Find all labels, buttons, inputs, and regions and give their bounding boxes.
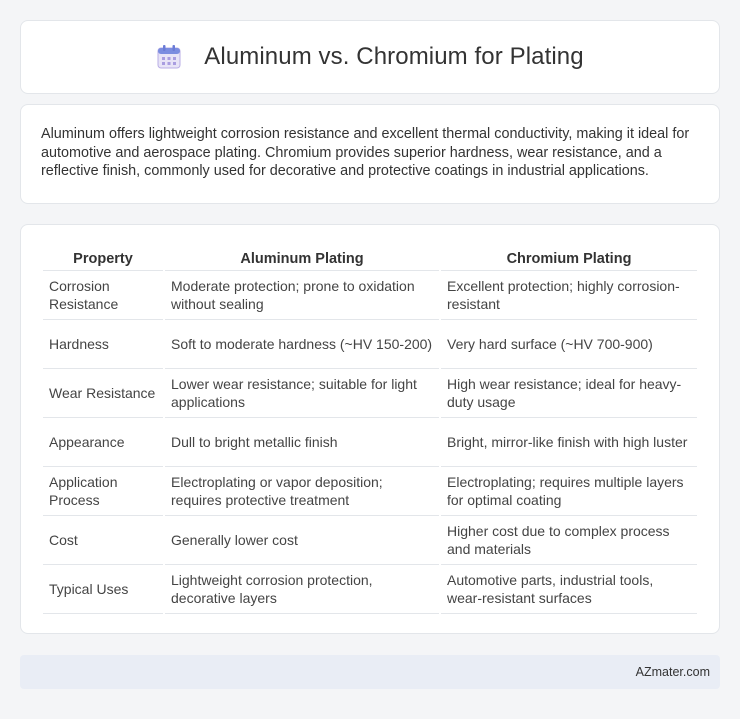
property-cell: Appearance bbox=[43, 418, 163, 467]
chromium-cell: Electroplating; requires multiple layers for optimal coating bbox=[441, 467, 697, 516]
chromium-cell: High wear resistance; ideal for heavy-duty usage bbox=[441, 369, 697, 418]
aluminum-cell: Lightweight corrosion protection, decorative layers bbox=[165, 565, 439, 614]
calendar-icon bbox=[156, 44, 182, 70]
intro-text: Aluminum offers lightweight corrosion resistance and excellent thermal conductivity, making it ideal for automotive and aerospace plating. Chromium provides superior hardness, wear resistance, and a reflective finish, commonly used for decorative and protective coatings in industrial applications. bbox=[41, 126, 690, 180]
comparison-table bbox=[41, 245, 699, 614]
table-row bbox=[43, 271, 697, 320]
column-header-aluminum: Aluminum Plating bbox=[165, 245, 439, 271]
table-row bbox=[43, 418, 697, 467]
aluminum-cell: Moderate protection; prone to oxidation without sealing bbox=[165, 271, 439, 320]
table-row bbox=[43, 516, 697, 565]
table-row bbox=[43, 565, 697, 614]
property-cell: Hardness bbox=[43, 320, 163, 369]
column-header-chromium: Chromium Plating bbox=[441, 245, 697, 271]
property-cell: Application Process bbox=[43, 467, 163, 516]
aluminum-cell: Dull to bright metallic finish bbox=[165, 418, 439, 467]
property-cell: Wear Resistance bbox=[43, 369, 163, 418]
footer-brand: AZmater.com bbox=[635, 665, 710, 679]
title-card bbox=[20, 20, 720, 94]
chromium-cell: Automotive parts, industrial tools, wear-resistant surfaces bbox=[441, 565, 697, 614]
table-row bbox=[43, 320, 697, 369]
intro-card bbox=[20, 104, 720, 204]
page-title: Aluminum vs. Chromium for Plating bbox=[204, 43, 584, 70]
table-row bbox=[43, 467, 697, 516]
property-cell: Cost bbox=[43, 516, 163, 565]
chromium-cell: Very hard surface (~HV 700-900) bbox=[441, 320, 697, 369]
aluminum-cell: Generally lower cost bbox=[165, 516, 439, 565]
aluminum-cell: Electroplating or vapor deposition; requires protective treatment bbox=[165, 467, 439, 516]
chromium-cell: Higher cost due to complex process and materials bbox=[441, 516, 697, 565]
chromium-cell: Bright, mirror-like finish with high luster bbox=[441, 418, 697, 467]
table-header-row bbox=[43, 245, 697, 271]
aluminum-cell: Lower wear resistance; suitable for light applications bbox=[165, 369, 439, 418]
chromium-cell: Excellent protection; highly corrosion-resistant bbox=[441, 271, 697, 320]
table-row bbox=[43, 369, 697, 418]
property-cell: Typical Uses bbox=[43, 565, 163, 614]
column-header-property: Property bbox=[43, 245, 163, 271]
property-cell: Corrosion Resistance bbox=[43, 271, 163, 320]
footer bbox=[20, 655, 720, 689]
comparison-table-card bbox=[20, 224, 720, 634]
aluminum-cell: Soft to moderate hardness (~HV 150-200) bbox=[165, 320, 439, 369]
